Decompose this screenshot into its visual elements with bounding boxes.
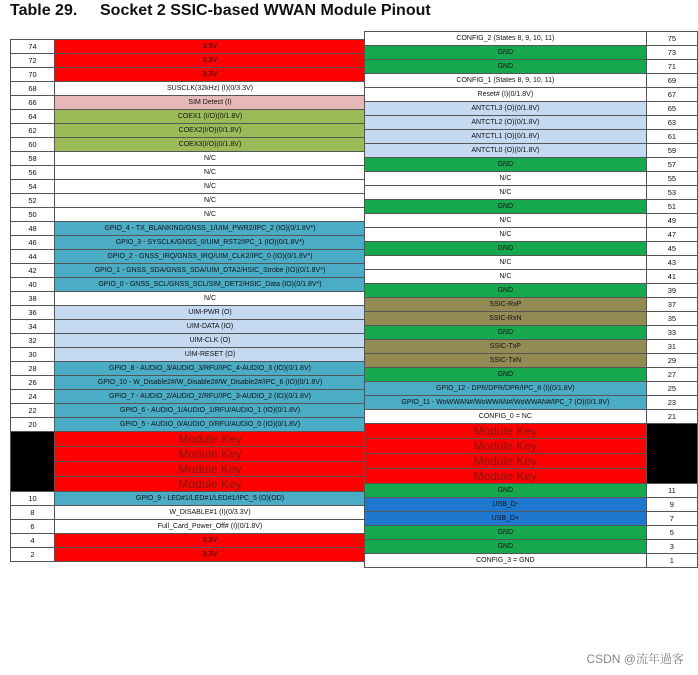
pin-number: 5 (646, 526, 697, 540)
pin-row (365, 242, 698, 256)
table-caption: Socket 2 SSIC-based WWAN Module Pinout (100, 2, 431, 19)
pin-row (11, 124, 366, 138)
pin-signal: 3.3V (55, 534, 366, 548)
pin-number: 21 (646, 410, 697, 424)
pin-row (11, 54, 366, 68)
pin-row (11, 40, 366, 54)
pin-number: 28 (11, 362, 55, 376)
pin-row (11, 152, 366, 166)
pin-number: 7 (646, 512, 697, 526)
pin-signal: Module Key (55, 432, 366, 447)
pin-signal: CONFIG_1 (States 8, 9, 10, 11) (365, 74, 647, 88)
pin-number: 72 (11, 54, 55, 68)
pin-signal: ANTCTL3 (O)(0/1.8V) (365, 102, 647, 116)
pin-row (11, 292, 366, 306)
pin-number: 36 (11, 306, 55, 320)
pin-row (11, 534, 366, 548)
pin-row (365, 354, 698, 368)
module-key-row (11, 462, 366, 477)
pin-number: 67 (646, 88, 697, 102)
pin-row (11, 306, 366, 320)
pin-signal: CONFIG_0 = NC (365, 410, 647, 424)
pin-row (11, 348, 366, 362)
pin-row (365, 540, 698, 554)
pin-row (11, 334, 366, 348)
pin-row (365, 410, 698, 424)
pin-row (365, 214, 698, 228)
pin-signal: Module Key (55, 447, 366, 462)
pin-row (11, 82, 366, 96)
pin-row (365, 326, 698, 340)
pin-signal: COEX2(I/O)(0/1.8V) (55, 124, 366, 138)
pin-signal: SIM Detect (I) (55, 96, 366, 110)
pin-row (365, 158, 698, 172)
pin-row (365, 60, 698, 74)
pin-row (365, 526, 698, 540)
pin-signal: Module Key (365, 454, 647, 469)
pin-number: 64 (11, 110, 55, 124)
pin-signal: GND (365, 540, 647, 554)
pin-row (365, 270, 698, 284)
pin-number: 61 (646, 130, 697, 144)
pin-number: 59 (646, 144, 697, 158)
pin-signal: UIM-RESET (O) (55, 348, 366, 362)
pin-signal: COEX1 (I/O)(0/1.8V) (55, 110, 366, 124)
pin-signal: GPIO_10 - W_Disable2#/W_Disable2#/W_Disable2#/IPC_6 (IO)(0/1.8V) (55, 376, 366, 390)
pin-row (11, 194, 366, 208)
pin-signal: UIM-DATA (IO) (55, 320, 366, 334)
module-key-row (11, 447, 366, 462)
table-title (10, 0, 431, 26)
pin-number: 8 (11, 506, 55, 520)
pin-number: 42 (11, 264, 55, 278)
pin-signal: 3.3V (55, 54, 366, 68)
pin-signal: SSIC-TxN (365, 354, 647, 368)
pin-number: 39 (646, 284, 697, 298)
pin-number: 45 (646, 242, 697, 256)
pin-signal: ANTCTL0 (O)(0/1.8V) (365, 144, 647, 158)
right-pin-rows (365, 32, 698, 568)
pin-signal: UIM-CLK (O) (55, 334, 366, 348)
pin-row (11, 278, 366, 292)
pin-number: 69 (646, 74, 697, 88)
pin-row (365, 284, 698, 298)
pin-signal: GND (365, 46, 647, 60)
pin-signal: COEX3(I/O)(0/1.8V) (55, 138, 366, 152)
pin-number: 46 (11, 236, 55, 250)
pin-signal: GPIO_9 - LED#1/LED#1/LED#1/IPC_5 (O)(OD) (55, 492, 366, 506)
pin-signal: N/C (365, 186, 647, 200)
pin-signal: CONFIG_3 = GND (365, 554, 647, 568)
pin-signal: GPIO_7 - AUDIO_2/AUDIO_2/RFU/IPC_3-AUDIO_2 (IO)(0/1.8V) (55, 390, 366, 404)
pin-signal: GND (365, 526, 647, 540)
pin-signal: GND (365, 158, 647, 172)
pin-number: 63 (646, 116, 697, 130)
pin-signal: N/C (365, 256, 647, 270)
pin-number: 65 (646, 102, 697, 116)
pin-signal: GPIO_1 - GNSS_SDA/GNSS_SDA/UIM_DTA2/HSIC_Strobe (IO)(0/1.8V*) (55, 264, 366, 278)
pin-number: 58 (11, 152, 55, 166)
pin-number: 70 (11, 68, 55, 82)
pin-row (365, 200, 698, 214)
pin-row (11, 68, 366, 82)
pin-number: 62 (11, 124, 55, 138)
pin-signal: GND (365, 60, 647, 74)
pin-number (646, 424, 697, 484)
left-pin-rows (11, 40, 366, 562)
pin-signal: GPIO_3 - SYSCLK/GNSS_0/UIM_RST2/IPC_1 (IO)(0/1.8V*) (55, 236, 366, 250)
pin-number: 10 (11, 492, 55, 506)
pin-signal: 3.3V (55, 68, 366, 82)
pin-number (11, 432, 55, 492)
pin-signal: 3.3V (55, 40, 366, 54)
pin-number: 43 (646, 256, 697, 270)
pin-signal: GND (365, 242, 647, 256)
table-number: Table 29. (10, 2, 78, 19)
pin-signal: CONFIG_2 (States 8, 9, 10, 11) (365, 32, 647, 46)
module-key-row (11, 477, 366, 492)
module-key-row (11, 432, 366, 447)
pin-signal: GPIO_2 - GNSS_IRQ/GNSS_IRQ/UIM_CLK2/IPC_0 (IO)(0/1.8V*) (55, 250, 366, 264)
pin-signal: GPIO_8 - AUDIO_3/AUDIO_3/RFU/IPC_4-AUDIO_3 (IO)(0/1.8V) (55, 362, 366, 376)
pin-number: 29 (646, 354, 697, 368)
pin-row (11, 362, 366, 376)
pin-row (365, 102, 698, 116)
pin-row (365, 256, 698, 270)
pin-row (365, 382, 698, 396)
pin-row (365, 396, 698, 410)
pin-signal: N/C (55, 180, 366, 194)
pin-number: 33 (646, 326, 697, 340)
pin-number: 35 (646, 312, 697, 326)
pin-row (11, 404, 366, 418)
pin-signal: GPIO_4 - TX_BLANKING/GNSS_1/UIM_PWR2/IPC_2 (IO)(0/1.8V*) (55, 222, 366, 236)
pin-number: 3 (646, 540, 697, 554)
pin-number: 56 (11, 166, 55, 180)
pin-row (11, 520, 366, 534)
pin-row (365, 228, 698, 242)
pin-signal: GND (365, 200, 647, 214)
watermark: CSDN @流年過客 (586, 652, 684, 666)
pin-signal: GPIO_11 - WoWWAN#/WoWWAN#/WoWWAN#/IPC_7 (O)(0/1.8V) (365, 396, 647, 410)
pin-number: 55 (646, 172, 697, 186)
pin-number: 50 (11, 208, 55, 222)
pin-number: 4 (11, 534, 55, 548)
module-key-row (365, 424, 698, 439)
pin-signal: 3.3V (55, 548, 366, 562)
pin-number: 37 (646, 298, 697, 312)
pin-number: 60 (11, 138, 55, 152)
pin-signal: Module Key (365, 424, 647, 439)
pin-signal: W_DISABLE#1 (I)(0/3.3V) (55, 506, 366, 520)
pin-signal: N/C (55, 152, 366, 166)
pin-row (11, 110, 366, 124)
pin-number: 38 (11, 292, 55, 306)
pin-signal: Module Key (365, 439, 647, 454)
pin-number: 71 (646, 60, 697, 74)
pin-signal: GPIO_12 - DPR/DPR/DPR/IPC_8 (I)(0/1.8V) (365, 382, 647, 396)
pin-number: 44 (11, 250, 55, 264)
pin-number: 52 (11, 194, 55, 208)
pin-signal: GPIO_6 - AUDIO_1/AUDIO_1/RFU/AUDIO_1 (IO)(0/1.8V) (55, 404, 366, 418)
pin-signal: ANTCTL1 (O)(0/1.8V) (365, 130, 647, 144)
pin-row (365, 498, 698, 512)
pin-number: 26 (11, 376, 55, 390)
pin-number: 68 (11, 82, 55, 96)
pin-row (365, 32, 698, 46)
pin-row (365, 340, 698, 354)
pin-signal: GND (365, 284, 647, 298)
pin-row (365, 312, 698, 326)
pin-row (365, 144, 698, 158)
pin-signal: N/C (55, 166, 366, 180)
pin-row (11, 264, 366, 278)
pin-signal: N/C (365, 214, 647, 228)
pin-signal: SSIC-RxP (365, 298, 647, 312)
pin-row (365, 74, 698, 88)
pin-signal: N/C (55, 292, 366, 306)
pin-row (365, 484, 698, 498)
pin-row (365, 298, 698, 312)
pin-row (365, 130, 698, 144)
pin-number: 48 (11, 222, 55, 236)
pin-number: 1 (646, 554, 697, 568)
pin-row (11, 138, 366, 152)
pin-number: 20 (11, 418, 55, 432)
pin-number: 74 (11, 40, 55, 54)
pin-number: 34 (11, 320, 55, 334)
pin-signal: Reset# (I)(0/1.8V) (365, 88, 647, 102)
pin-row (11, 222, 366, 236)
pin-number: 57 (646, 158, 697, 172)
pin-signal: ANTCTL2 (O)(0/1.8V) (365, 116, 647, 130)
pin-signal: Module Key (55, 477, 366, 492)
pin-number: 40 (11, 278, 55, 292)
pin-signal: N/C (365, 172, 647, 186)
pin-row (365, 368, 698, 382)
pin-number: 6 (11, 520, 55, 534)
pin-number: 54 (11, 180, 55, 194)
pin-number: 41 (646, 270, 697, 284)
left-pin-table (10, 39, 366, 562)
pin-number: 24 (11, 390, 55, 404)
pin-row (365, 186, 698, 200)
pin-row (11, 390, 366, 404)
pin-number: 32 (11, 334, 55, 348)
pin-row (365, 512, 698, 526)
pin-number: 51 (646, 200, 697, 214)
pin-signal: GND (365, 368, 647, 382)
pin-signal: Full_Card_Power_Off# (I)(0/1.8V) (55, 520, 366, 534)
pin-signal: GND (365, 484, 647, 498)
pin-number: 47 (646, 228, 697, 242)
pin-row (11, 506, 366, 520)
pin-signal: GND (365, 326, 647, 340)
pin-number: 73 (646, 46, 697, 60)
pin-number: 66 (11, 96, 55, 110)
pin-number: 75 (646, 32, 697, 46)
pin-signal: GPIO_0 - GNSS_SCL/GNSS_SCL/SIM_DET2/HSIC_Data (IO)(0/1.8V*) (55, 278, 366, 292)
pin-signal: GPIO_5 - AUDIO_0/AUDIO_0/RFU/AUDIO_0 (IO)(0/1.8V) (55, 418, 366, 432)
right-pin-table (364, 31, 698, 568)
pin-number: 31 (646, 340, 697, 354)
pin-row (11, 96, 366, 110)
pin-signal: UIM-PWR (O) (55, 306, 366, 320)
pin-row (11, 208, 366, 222)
pin-row (11, 166, 366, 180)
pin-number: 53 (646, 186, 697, 200)
pin-row (365, 172, 698, 186)
pin-signal: SSIC-RxN (365, 312, 647, 326)
pin-row (11, 180, 366, 194)
pin-signal: N/C (55, 194, 366, 208)
pin-row (11, 548, 366, 562)
pin-signal: Module Key (365, 469, 647, 484)
pin-number: 27 (646, 368, 697, 382)
pin-row (365, 46, 698, 60)
pin-signal: SSIC-TxP (365, 340, 647, 354)
pin-row (11, 236, 366, 250)
pin-signal: USB_D- (365, 498, 647, 512)
pin-signal: N/C (365, 270, 647, 284)
pin-signal: Module Key (55, 462, 366, 477)
pin-row (11, 320, 366, 334)
pin-row (365, 88, 698, 102)
pin-number: 30 (11, 348, 55, 362)
pin-row (11, 492, 366, 506)
pin-signal: N/C (55, 208, 366, 222)
pin-signal: N/C (365, 228, 647, 242)
pin-number: 25 (646, 382, 697, 396)
pin-number: 11 (646, 484, 697, 498)
pin-number: 2 (11, 548, 55, 562)
pin-number: 23 (646, 396, 697, 410)
pin-row (365, 554, 698, 568)
pin-signal: USB_D+ (365, 512, 647, 526)
pin-row (11, 250, 366, 264)
pin-number: 49 (646, 214, 697, 228)
pin-row (11, 376, 366, 390)
pin-number: 22 (11, 404, 55, 418)
pin-number: 9 (646, 498, 697, 512)
pin-row (365, 116, 698, 130)
pin-signal: SUSCLK(32kHz) (I)(0/3.3V) (55, 82, 366, 96)
pin-row (11, 418, 366, 432)
